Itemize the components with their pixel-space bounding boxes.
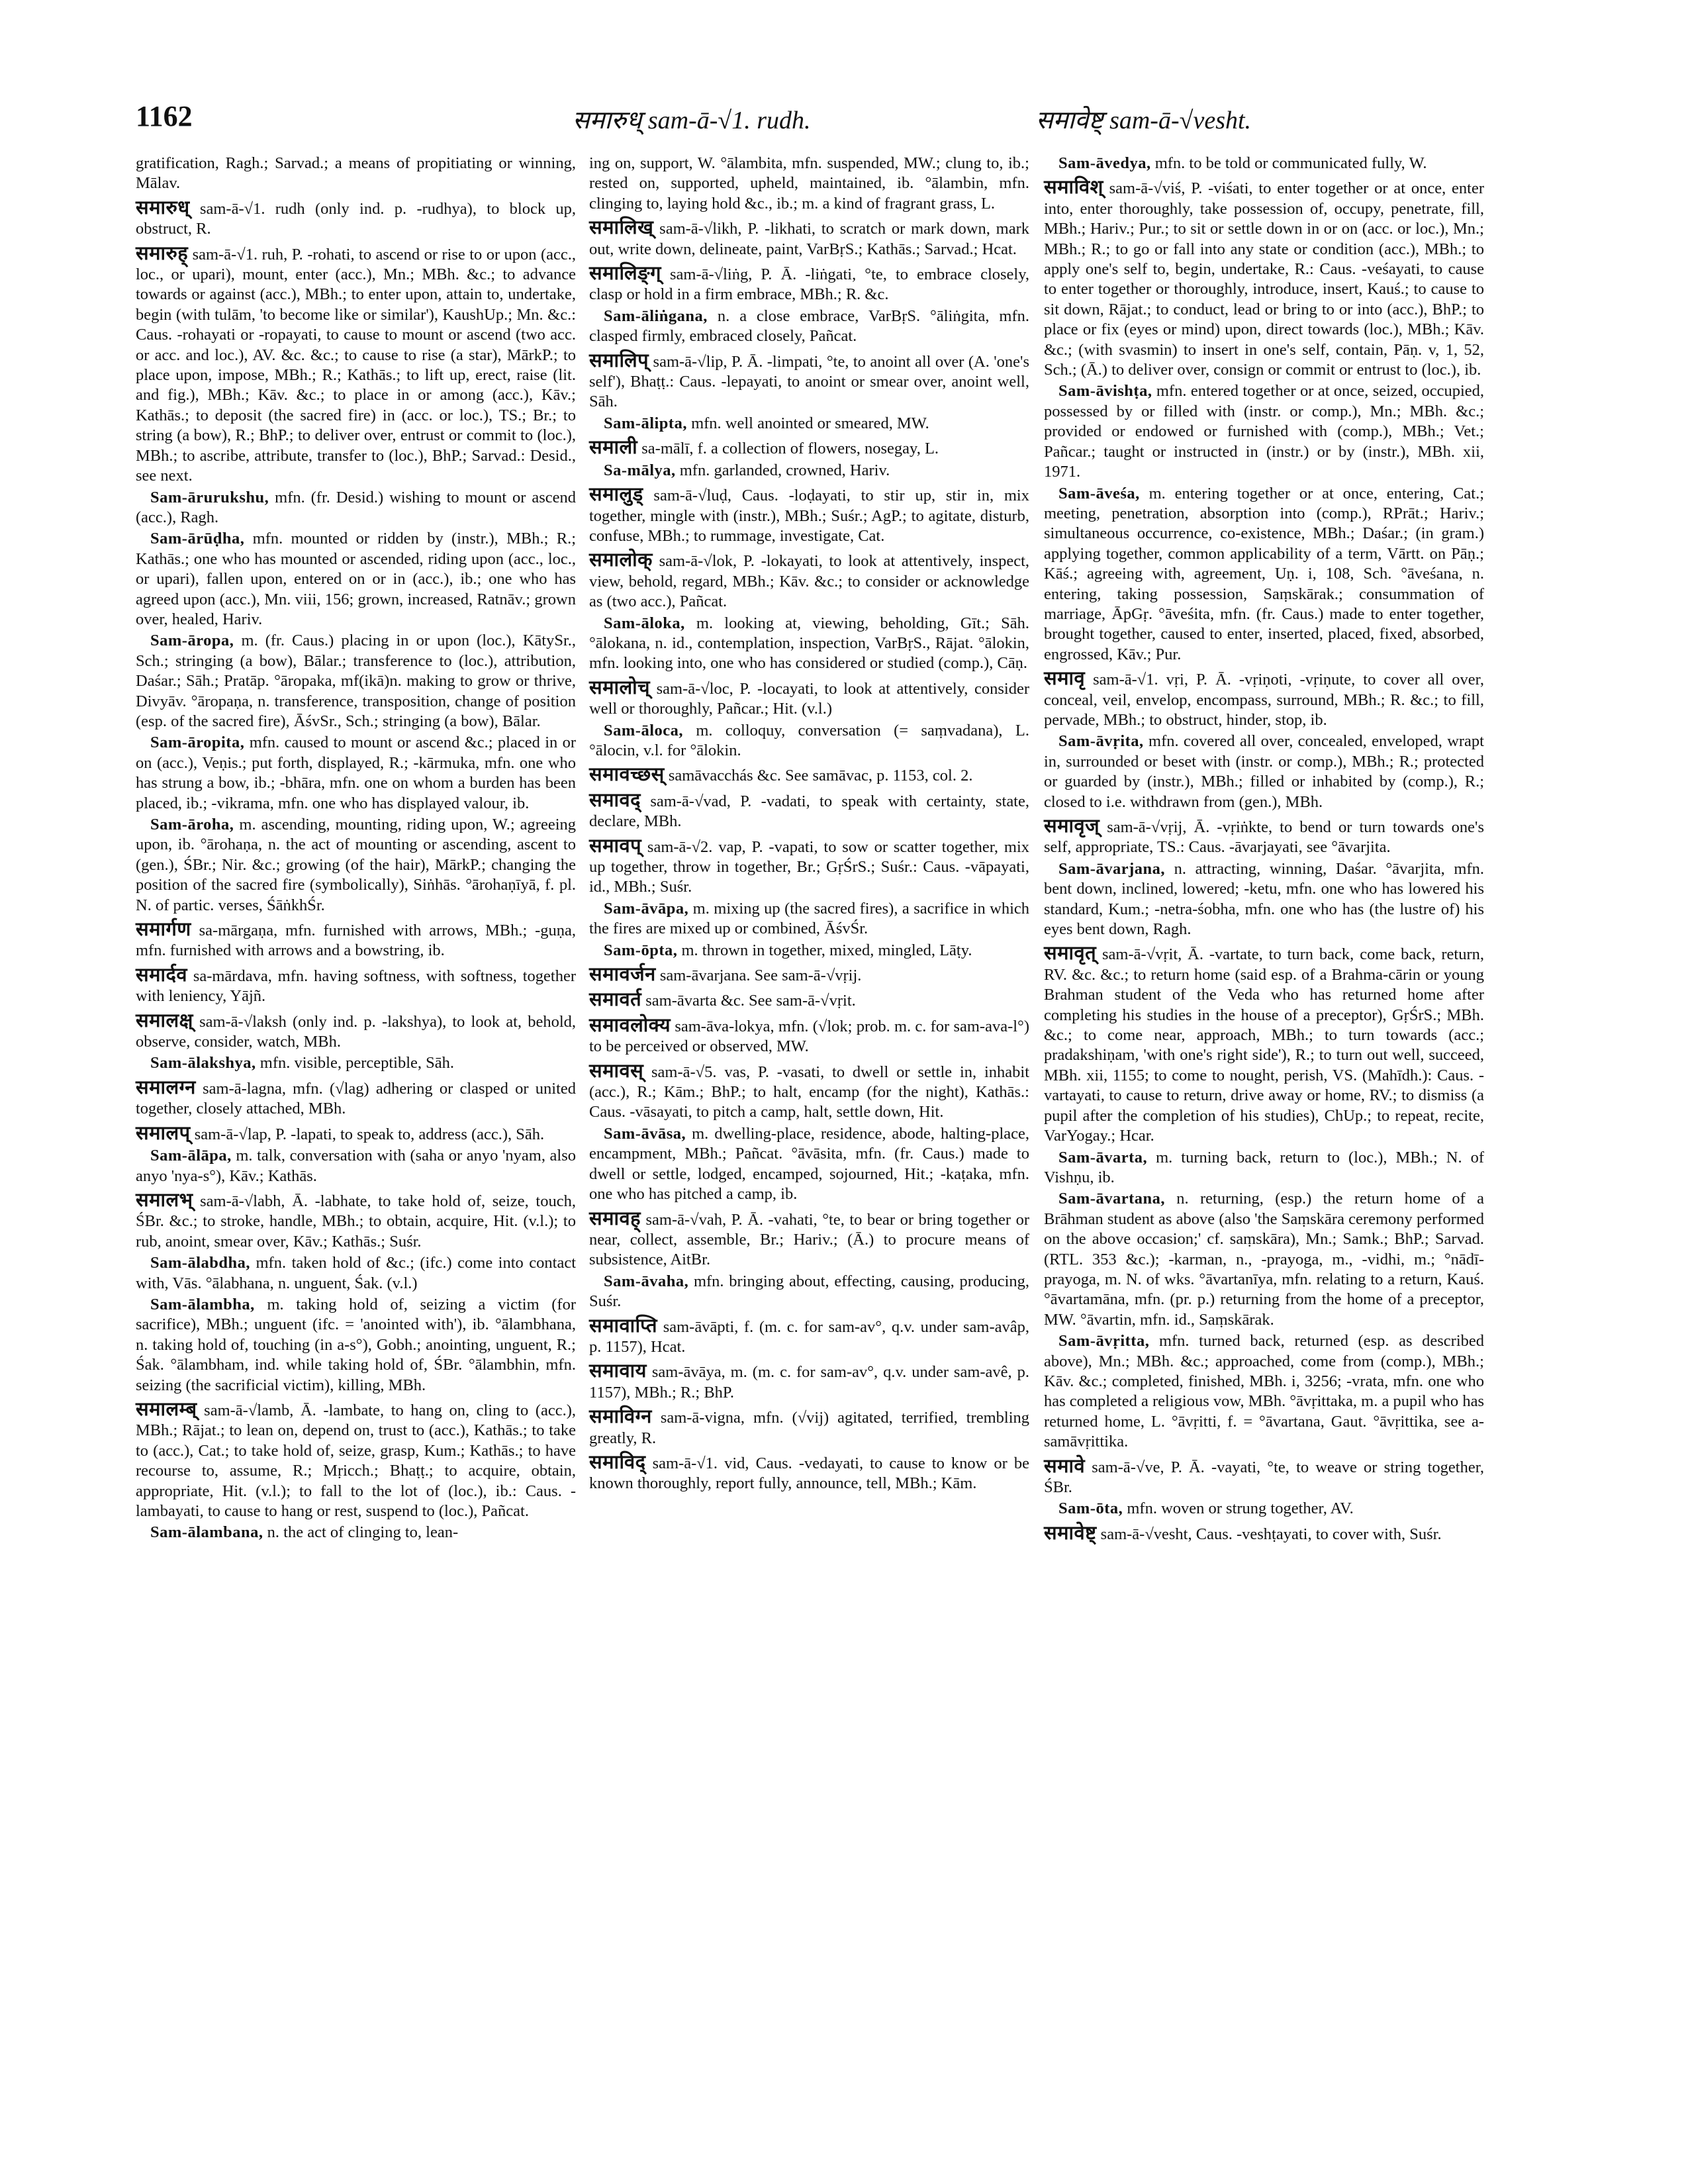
entry-text: sam-āvāpti, f. (m. c. for sam-av°, q.v. under sam-avâp, p. 1157), Hcat. bbox=[589, 1317, 1030, 1356]
dictionary-entry bbox=[589, 218, 1029, 260]
entry-headword: Sam-ōta, bbox=[1058, 1499, 1123, 1518]
entry-text: sam-ā-√loc, P. -locayati, to look at attentively, consider well or thoroughly, Pañcar.; Hit. (v.l.) bbox=[589, 679, 1029, 718]
dictionary-entry bbox=[589, 790, 1029, 832]
entry-headword: Sam-āvṛitta, bbox=[1058, 1332, 1150, 1351]
entry-headword: Sam-ālabdha, bbox=[150, 1254, 251, 1272]
dictionary-entry bbox=[589, 485, 1029, 546]
entry-headword: समाविद् bbox=[589, 1451, 646, 1473]
entry-text: m. dwelling-place, residence, abode, halting-place, encampment, MBh.; Pañcat. °āvāsita, mfn. (fr. Caus.) made to dwell or settle, lodged, encamped, sojourned, Hit.; -kaṭaka, mfn. one who has pitched a camp, ib. bbox=[589, 1124, 1029, 1204]
entry-text: n. a close embrace, VarBṛS. °āliṅgita, mfn. clasped firmly, embraced closely, Pañcat. bbox=[589, 307, 1029, 346]
entry-headword: Sa-mālya, bbox=[604, 461, 676, 479]
dictionary-entry bbox=[589, 1452, 1029, 1494]
dictionary-entry bbox=[589, 614, 1029, 674]
entry-text: m. talk, conversation with (saha or anyo 'nyam, also anyo 'nya-s°), Kāv.; Kathās. bbox=[136, 1147, 576, 1185]
dictionary-entry bbox=[589, 899, 1029, 939]
entry-text: mfn. bringing about, effecting, causing, producing, Suśr. bbox=[589, 1272, 1029, 1311]
entry-text: m. turning back, return to (loc.), MBh.; N. of Vishṇu, ib. bbox=[1044, 1148, 1484, 1186]
entry-headword: समालक्ष् bbox=[136, 1010, 193, 1031]
dictionary-entry bbox=[136, 733, 576, 814]
entry-headword: Sam-āloca, bbox=[604, 721, 683, 739]
entry-text: gratification, Ragh.; Sarvad.; a means of propitiating or winning, Mālav. bbox=[136, 154, 576, 193]
dictionary-entry bbox=[1044, 177, 1484, 380]
entry-headword: समालोक् bbox=[589, 549, 653, 571]
entry-headword: समावृ bbox=[1044, 668, 1086, 690]
entry-headword: समावे bbox=[1044, 1455, 1086, 1477]
entry-text: sam-ā-√vṛit, Ā. -vartate, to turn back, come back, return, RV. &c. &c.; to return home (said esp. of a Brahma-cārin or young Brahman student of the Veda who has returned home after completing his studies in the house of a preceptor), GṛŚrS.; MBh. &c.; to come near, approach, MBh.; to turn towards (acc.; pradakshiṇam, 'with one's right side'), R.; to turn out well, succeed, MBh. xii, 1155; to come to nought, perish, VS. (Mahīdh.): Caus. -vartayati, to cause to return, drive away or home, RV.; to dismiss (a pupil after the completion of his studies), ChUp.; to repeat, recite, VarYogay.; Hcar. bbox=[1044, 945, 1485, 1145]
dictionary-entry bbox=[589, 678, 1029, 720]
dictionary-entry bbox=[1044, 859, 1484, 940]
entry-text: sam-āvarta &c. See sam-ā-√vṛit. bbox=[645, 992, 856, 1010]
entry-headword: समावर्त bbox=[589, 989, 642, 1011]
entry-headword: समालग्न bbox=[136, 1076, 196, 1098]
entry-headword: Sam-āliṅgana, bbox=[604, 307, 708, 325]
dictionary-entry bbox=[589, 461, 1029, 481]
dictionary-entry bbox=[589, 307, 1029, 347]
dictionary-entry bbox=[136, 1053, 576, 1073]
dictionary-entry bbox=[589, 550, 1029, 612]
entry-headword: Sam-āvarta, bbox=[1058, 1148, 1148, 1166]
dictionary-entry bbox=[589, 438, 1029, 459]
column-3 bbox=[1044, 154, 1484, 1546]
dictionary-entry bbox=[1044, 381, 1484, 482]
entry-text: mfn. mounted or ridden by (instr.), MBh.; R.; Kathās.; one who has mounted or ascended, riding upon (acc., loc., or upari), fallen upon, entered on or in (acc.), ib.; one who has agreed upon (acc.), Mn. viii, 156; grown, increased, Ratnāv.; grown over, healed, Hariv. bbox=[136, 530, 576, 628]
entry-headword: समार्गण bbox=[136, 919, 191, 941]
dictionary-entry bbox=[1044, 943, 1484, 1146]
dictionary-entry bbox=[1044, 484, 1484, 665]
entry-text: sam-ā-√2. vap, P. -vapati, to sow or scatter together, mix up together, throw in together, Br.; GṛŚrS.; Suśr.: Caus. -vāpayati, id., MBh.; Suśr. bbox=[589, 837, 1030, 896]
entry-headword: Sam-ālambana, bbox=[150, 1523, 263, 1542]
entry-text: mfn. taken hold of &c.; (ifc.) come into contact with, Vās. °ālabhana, n. unguent, Śak. (v.l.) bbox=[136, 1254, 576, 1292]
entry-text: sam-ā-√luḍ, Caus. -loḍayati, to stir up, stir in, mix together, mingle with (instr.), MBh.; Suśr.; AgP.; to agitate, disturb, confuse, MBh.; to rummage, investigate, Cat. bbox=[589, 487, 1029, 545]
entry-headword: समारुध् bbox=[136, 197, 190, 218]
entry-headword: Sam-ōpta, bbox=[604, 941, 678, 959]
entry-text: sam-ā-lagna, mfn. (√lag) adhering or clasped or united together, closely attached, MBh. bbox=[136, 1079, 577, 1118]
entry-text: sam-ā-√vesht, Caus. -veshṭayati, to cover with, Suśr. bbox=[1100, 1525, 1442, 1543]
entry-headword: समावद् bbox=[589, 789, 641, 811]
entry-text: m. ascending, mounting, riding upon, W.; agreeing upon, ib. °ārohaṇa, n. the act of mounting or ascending, ascent to (gen.), ŚBr.; Nir. &c.; growing (of the hair), MārkP.; changing the position of the sacred fire (symbolically), Siṅhās. °ārohaṇīyā, f. pl. N. of partic. verses, ŚāṅkhŚr. bbox=[136, 816, 577, 914]
entry-headword: समालिख् bbox=[589, 217, 654, 239]
entry-text: m. thrown in together, mixed, mingled, Lāṭy. bbox=[681, 941, 972, 959]
entry-headword: समावस् bbox=[589, 1060, 644, 1082]
entry-headword: समाविश् bbox=[1044, 177, 1103, 199]
entry-headword: समावृज् bbox=[1044, 816, 1100, 837]
dictionary-entry bbox=[136, 1295, 576, 1396]
dictionary-entry bbox=[1044, 1499, 1484, 1519]
entry-text: sam-ā-√1. vṛi, P. Ā. -vṛiṇoti, -vṛiṇute, to cover all over, conceal, veil, envelop, encompass, surround, MBh.; R. &c.; to fill, pervade, MBh.; to obstruct, hinder, stop, ib. bbox=[1044, 671, 1484, 729]
entry-text: mfn. entered together or at once, seized, occupied, possessed by or filled with (instr. or comp.), Mn.; MBh. &c.; provided or endowed or furnished with (comp.), MBh.; Vet.; Pañcar.; taught or instructed in (instr.) or by (instr.), MBh. xii, 1971. bbox=[1044, 382, 1484, 481]
entry-text: sam-ā-√likh, P. -likhati, to scratch or mark down, mark out, write down, delineate, paint, VarBṛS.; Kathās.; Sarvad.; Hcat. bbox=[589, 220, 1029, 258]
entry-text: sa-mālī, f. a collection of flowers, nosegay, L. bbox=[641, 440, 939, 458]
dictionary-entry bbox=[1044, 1523, 1484, 1544]
page-header bbox=[136, 99, 1559, 146]
entry-headword: समावह् bbox=[589, 1208, 641, 1229]
entry-text: sam-ā-√1. vid, Caus. -vedayati, to cause to know or be known thoroughly, report fully, announce, tell, MBh.; Kām. bbox=[589, 1454, 1029, 1493]
dictionary-entry bbox=[136, 1190, 576, 1252]
dictionary-entry bbox=[136, 631, 576, 732]
entry-headword: समाली bbox=[589, 437, 638, 459]
dictionary-entry bbox=[589, 1316, 1029, 1358]
entry-headword: Sam-ārūḍha, bbox=[150, 530, 245, 548]
entry-headword: समावाय bbox=[589, 1360, 647, 1382]
dictionary-entry bbox=[136, 198, 576, 240]
entry-headword: समावप् bbox=[589, 835, 642, 857]
entry-text: m. colloquy, conversation (= saṃvadana), L. °ālocin, v.l. for °ālokin. bbox=[589, 721, 1030, 759]
entry-headword: समारुह् bbox=[136, 242, 189, 264]
entry-headword: समावलोक्य bbox=[589, 1014, 671, 1036]
entry-headword: Sam-āropa, bbox=[150, 632, 234, 650]
dictionary-entry bbox=[136, 1146, 576, 1186]
entry-text: n. the act of clinging to, lean- bbox=[267, 1523, 459, 1542]
dictionary-entry bbox=[136, 920, 576, 961]
entry-text: mfn. garlanded, crowned, Hariv. bbox=[679, 461, 890, 479]
entry-text: sam-ā-√vah, P. Ā. -vahati, °te, to bear or bring together or near, collect, assemble, Br.; Hariv.; (Ā.) to procure means of subsistence, AitBr. bbox=[589, 1210, 1029, 1269]
entry-headword: Sam-āvaha, bbox=[604, 1272, 689, 1290]
dictionary-entry bbox=[136, 154, 576, 194]
dictionary-entry bbox=[136, 529, 576, 630]
entry-headword: समावेष्ट् bbox=[1044, 1522, 1097, 1544]
entry-text: m. taking hold of, seizing a victim (for sacrifice), MBh.; unguent (ifc. = 'anointed with'), ib. °ālambhana, n. taking hold of, touching (in a-s°), Gobh.; anointing, unguent, R.; Śak. °ālambham, ind. while taking hold of, ŚBr. °ālambhin, mfn. seizing (the sacrificial victim), killing, MBh. bbox=[136, 1295, 577, 1394]
entry-headword: Sam-āvartana, bbox=[1058, 1190, 1165, 1208]
dictionary-entry bbox=[589, 154, 1029, 214]
entry-text: mfn. well anointed or smeared, MW. bbox=[691, 414, 929, 432]
dictionary-entry bbox=[1044, 816, 1484, 858]
entry-text: sam-ā-√1. ruh, P. -rohati, to ascend or rise to or upon (acc., loc., or upari), mount, enter (acc.), Mn.; MBh. &c.; to advance towards or against (acc.), MBh.; to enter upon, attain to, undertake, begin (with tulām, 'to become like or similar'), KaushUp.; Mn. &c.: Caus. -rohayati or -ropayati, to cause to mount or ascend (two acc. or acc. and loc.), AV. &c. &c.; to cause to rise (a star), MārkP.; to place upon, impose, MBh.; R.; Kathās.; to lift up, erect, raise (lit. and fig.), MBh.; Kāv. &c.; to place in or among (acc.), Kāv.; Kathās.; to deposit (the sacred fire) in (acc. or loc.), TS.; Br.; to string (a bow), R.; BhP.; to deliver over, entrust or commit to (loc.), MBh.; to ascribe, attribute, transfer to (loc.), BhP.; Sarvad.: Desid., see next. bbox=[136, 245, 576, 485]
entry-text: sam-ā-√lok, P. -lokayati, to look at attentively, inspect, view, behold, regard, MBh.; Kāv. &c.; to consider or acknowledge as (two acc.), Pañcat. bbox=[589, 552, 1030, 611]
entry-headword: Sam-āvarjana, bbox=[1058, 859, 1165, 878]
dictionary-entry bbox=[589, 1124, 1029, 1205]
entry-text: sam-āvāya, m. (m. c. for sam-av°, q.v. under sam-avê, p. 1157), MBh.; R.; BhP. bbox=[589, 1363, 1029, 1401]
entry-headword: समावाप्ति bbox=[589, 1315, 658, 1337]
dictionary-entry bbox=[589, 1407, 1029, 1448]
entry-text: sam-ā-√ve, P. Ā. -vayati, °te, to weave or string together, ŚBr. bbox=[1044, 1458, 1484, 1496]
dictionary-entry bbox=[589, 263, 1029, 305]
dictionary-entry bbox=[136, 1523, 576, 1543]
column-2 bbox=[589, 154, 1029, 1496]
entry-text: m. looking at, viewing, beholding, Gīt.; Sāh. °ālokana, n. id., contemplation, inspection, VarBṛS., Rājat. °ālokin, mfn. looking into, one who has considered or studied (comp.), Cāṇ. bbox=[589, 614, 1029, 673]
entry-headword: Sam-āropita, bbox=[150, 734, 245, 752]
dictionary-entry bbox=[136, 1400, 576, 1521]
entry-text: sa-mārdava, mfn. having softness, with softness, together with leniency, Yājñ. bbox=[136, 967, 576, 1006]
entry-headword: Sam-āvishṭa, bbox=[1058, 382, 1152, 401]
dictionary-entry bbox=[136, 244, 576, 487]
entry-headword: समालिप् bbox=[589, 350, 649, 371]
entry-text: mfn. to be told or communicated fully, W. bbox=[1154, 154, 1427, 172]
entry-text: sam-āvarjana. See sam-ā-√vṛij. bbox=[659, 967, 862, 985]
dictionary-entry bbox=[589, 836, 1029, 898]
dictionary-entry bbox=[1044, 669, 1484, 730]
entry-text: sam-ā-√vad, P. -vadati, to speak with certainty, state, declare, MBh. bbox=[589, 792, 1029, 831]
dictionary-entry bbox=[1044, 154, 1484, 173]
entry-headword: Sam-āvṛita, bbox=[1058, 732, 1144, 751]
entry-headword: समालिङ्ग् bbox=[589, 263, 661, 285]
entry-headword: Sam-ālāpa, bbox=[150, 1147, 232, 1165]
entry-headword: Sam-āveśa, bbox=[1058, 484, 1140, 502]
dictionary-entry bbox=[589, 1209, 1029, 1270]
entry-text: sam-ā-√viś, P. -viśati, to enter together or at once, enter into, enter thoroughly, take possession of, occupy, penetrate, fill, MBh.; Hariv.; Pur.; to sit or settle down in or on (acc. or loc.), Mn.; MBh.; R.; to go or fall into any state or condition (acc.), MBh.; to apply one's self to, begin, undertake, R.: Caus. -veśayati, to cause to enter together or thoroughly, introduce, insert, Kauś.; to cause to sit down, Rājat.; to conduct, lead or bring to or into (acc.), BhP.; to place or fix (eyes or mind) upon, direct towards (loc.), MBh.; Kāv. &c.; (with svasmin) to insert in one's self, contain, Pāṇ. v, 1, 52, Sch.; (Ā.) to deliver over, consign or commit or entrust to (loc.), ib. bbox=[1044, 179, 1485, 379]
dictionary-entry bbox=[589, 414, 1029, 434]
entry-headword: समालम्ब् bbox=[136, 1398, 197, 1420]
entry-headword: Sam-āvāsa, bbox=[604, 1124, 686, 1143]
entry-text: mfn. woven or strung together, AV. bbox=[1127, 1499, 1354, 1518]
dictionary-entry bbox=[589, 1016, 1029, 1057]
dictionary-entry bbox=[1044, 1331, 1484, 1452]
dictionary-entry bbox=[589, 765, 1029, 786]
entry-headword: Sam-āloka, bbox=[604, 614, 685, 632]
entry-text: mfn. turned back, returned (esp. as described above), Mn.; MBh. &c.; approached, come from (comp.), MBh.; Kāv. &c.; completed, finished, MBh. i, 3256; -vrata, mfn. one who has completed a religious vow, MBh. °āvṛittaka, m. a pupil who has returned home, L. °āvṛitti, f. = °āvartana, Gaut. °āvṛittika, see a-samāvṛittika. bbox=[1044, 1332, 1484, 1451]
dictionary-entry bbox=[589, 351, 1029, 412]
entry-text: sam-ā-√liṅg, P. Ā. -liṅgati, °te, to embrace closely, clasp or hold in a firm embrace, MBh.; R. &c. bbox=[589, 265, 1030, 304]
entry-text: m. mixing up (the sacred fires), a sacrifice in which the fires are mixed up or combined, ĀśvŚr. bbox=[589, 899, 1030, 938]
entry-text: m. entering together or at once, entering, Cat.; meeting, penetration, absorption into (comp.), RPrāt.; Hariv.; simultaneous occurrence, co-existence, MBh.; Daśar.; (in gram.) applying together, common applicability of a term, Vārtt. on Pāṇ.; Kāś.; agreeing with, agreement, Uṇ. i, 108, Sch. °āveśana, n. entering, taking possession, Saṃskārak.; consummation of marriage, ĀpGṛ. °āveśita, mfn. (fr. Caus.) made to enter together, brought together, caused to enter, inserted, placed, fixed, absorbed, engrossed, Kāv.; Pur. bbox=[1044, 484, 1484, 663]
dictionary-entry bbox=[136, 1123, 576, 1145]
entry-text: sam-ā-√5. vas, P. -vasati, to dwell or settle in, inhabit (acc.), R.; Kām.; BhP.; to halt, encamp (for the night), Kathās.: Caus. -vāsayati, to pitch a camp, halt, settle down, Hit. bbox=[589, 1063, 1029, 1121]
entry-headword: Sam-āroha, bbox=[150, 816, 234, 833]
entry-text: mfn. covered all over, concealed, enveloped, wrapt in, surrounded or beset with (instr. or comp.), MBh.; R.; protected or guarded by (instr.), MBh.; filled or inhabited by (comp.), R.; closed to i.e. withdrawn from (gen.), MBh. bbox=[1044, 732, 1484, 811]
entry-headword: Sam-ārurukshu, bbox=[150, 488, 269, 506]
entry-text: sam-ā-√lamb, Ā. -lambate, to hang on, cling to (acc.), MBh.; Rājat.; to lean on, depend on, trust to (acc.), Kathās.; to take to (acc.), Cat.; to take hold of, seize, grasp, Kum.; Kathās.; to have recourse to, assume, R.; Mṛicch.; Bhaṭṭ.; to acquire, obtain, appropriate, Hit. (v.l.); to fall to the lot of (loc.), ib.: Caus. -lambayati, to cause to hang or rest, suspend to (loc.), Pañcat. bbox=[136, 1401, 577, 1520]
dictionary-entry bbox=[589, 1061, 1029, 1123]
page-number: 1162 bbox=[136, 100, 193, 132]
entry-text: ing on, support, W. °ālambita, mfn. suspended, MW.; clung to, ib.; rested on, supported, upheld, maintained, ib. °ālambin, mfn. clinging to, laying hold &c., ib.; m. a kind of fragrant grass, L. bbox=[589, 154, 1029, 213]
dictionary-entry bbox=[1044, 1456, 1484, 1498]
entry-text: sam-ā-√vṛij, Ā. -vṛiṅkte, to bend or turn towards one's self, appropriate, TS.: Caus. -āvarjayati, see °āvarjita. bbox=[1044, 818, 1484, 857]
entry-text: sa-mārgaṇa, mfn. furnished with arrows, MBh.; -guṇa, mfn. furnished with arrows and a bowstring, ib. bbox=[136, 922, 577, 960]
entry-headword: समार्दव bbox=[136, 964, 187, 986]
dictionary-entry bbox=[1044, 1148, 1484, 1188]
entry-text: sam-ā-√lap, P. -lapati, to speak to, address (acc.), Sāh. bbox=[194, 1125, 545, 1143]
dictionary-entry bbox=[1044, 1189, 1484, 1330]
entry-headword: समालोच् bbox=[589, 677, 651, 698]
entry-text: samāvacchás &c. See samāvac, p. 1153, col. 2. bbox=[668, 767, 973, 785]
entry-headword: Sam-ālambha, bbox=[150, 1295, 255, 1313]
dictionary-entry bbox=[589, 965, 1029, 986]
entry-headword: Sam-ālipta, bbox=[604, 414, 687, 432]
entry-text: mfn. (fr. Desid.) wishing to mount or ascend (acc.), Ragh. bbox=[136, 488, 576, 526]
dictionary-entry bbox=[589, 1361, 1029, 1403]
entry-text: sam-ā-vigna, mfn. (√vij) agitated, terrified, trembling greatly, R. bbox=[589, 1409, 1029, 1447]
dictionary-entry bbox=[136, 965, 576, 1007]
entry-headword: समालप् bbox=[136, 1122, 191, 1144]
dictionary-entry bbox=[589, 941, 1029, 961]
running-head-left: समारुध् sam-ā-√1. rudh. bbox=[573, 107, 811, 134]
dictionary-entry bbox=[589, 990, 1029, 1011]
dictionary-entry bbox=[589, 721, 1029, 761]
entry-headword: Sam-āvedya, bbox=[1058, 154, 1151, 172]
entry-text: sam-ā-√1. rudh (only ind. p. -rudhya), to block up, obstruct, R. bbox=[136, 199, 577, 238]
dictionary-entry bbox=[136, 1078, 576, 1119]
entry-headword: समालभ् bbox=[136, 1189, 193, 1211]
entry-headword: Sam-ālakshya, bbox=[150, 1054, 256, 1072]
entry-text: m. (fr. Caus.) placing in or upon (loc.), KātySr., Sch.; stringing (a bow), Bālar.; transference to (loc.), attribution, Daśar.; Sāh.; Pratāp. °āropaka, mf(ikā)n. making to grow or thrive, Divyāv. °āropaṇa, n. transference, transposition, change of position (esp. of the sacred fire), ĀśvSr., Sch.; stringing (a bow), Bālar. bbox=[136, 632, 576, 730]
entry-text: mfn. visible, perceptible, Sāh. bbox=[259, 1054, 455, 1072]
entry-headword: समाविग्न bbox=[589, 1406, 652, 1428]
entry-text: n. attracting, winning, Daśar. °āvarjita, mfn. bent down, inclined, lowered; -ketu, mfn. one who has lowered his standard, Kum.; -netra-śobha, mfn. one who has (the lustre of) his eyes bent down, Ragh. bbox=[1044, 859, 1484, 939]
entry-headword: Sam-āvāpa, bbox=[604, 899, 689, 918]
dictionary-entry bbox=[136, 815, 576, 916]
entry-headword: समावच्छस् bbox=[589, 764, 665, 786]
entry-text: mfn. caused to mount or ascend &c.; placed in or on (acc.), Veṇis.; put forth, displayed, R.; -kārmuka, mfn. one who has strung a bow, ib.; -bhāra, mfn. one on whom a burden has been placed, ib.; -vikrama, mfn. one who has displayed valour, ib. bbox=[136, 734, 576, 812]
dictionary-entry bbox=[136, 1011, 576, 1053]
entry-headword: समावर्जन bbox=[589, 964, 656, 986]
dictionary-entry bbox=[136, 1253, 576, 1294]
running-head-right: समावेष्ट् sam-ā-√vesht. bbox=[1036, 107, 1252, 134]
dictionary-entry bbox=[1044, 732, 1484, 812]
entry-headword: समालुड् bbox=[589, 484, 643, 506]
entry-text: sam-ā-√labh, Ā. -labhate, to take hold of, seize, touch, ŚBr. &c.; to stroke, handle, MBh.; to obtain, acquire, Hit. (v.l.); to rub, anoint, smear over, Kāv.; Kathās.; Suśr. bbox=[136, 1192, 576, 1251]
entry-text: sam-ā-√lip, P. Ā. -limpati, °te, to anoint all over (A. 'one's self'), Bhaṭṭ.: Caus. -lepayati, to anoint or smear over, anoint well, Sāh. bbox=[589, 352, 1029, 411]
dictionary-entry bbox=[589, 1272, 1029, 1312]
column-1 bbox=[136, 154, 576, 1544]
dictionary-entry bbox=[136, 488, 576, 528]
entry-text: sam-āva-lokya, mfn. (√lok; prob. m. c. for sam-ava-l°) to be perceived or observed, MW. bbox=[589, 1017, 1029, 1056]
entry-text: sam-ā-√laksh (only ind. p. -lakshya), to look at, behold, observe, consider, watch, MBh. bbox=[136, 1012, 576, 1051]
entry-text: n. returning, (esp.) the return home of a Brāhman student as above (also 'the Saṃskāra ceremony performed on the above occasion;' cf. saṃskāra), Mn.; Samk.; BhP.; Sarvad. (RTL. 353 &c.); -karman, n., -prayoga, m., -vidhi, m.; °nādī-prayoga, m. N. of wks. °āvartanīya, mfn. relating to a return, Kauś. °āvartamāna, mfn. (pr. p.) returning from the home of a preceptor, MW. °āvartin, mfn. id., Saṃskārak. bbox=[1044, 1190, 1484, 1329]
entry-headword: समावृत् bbox=[1044, 943, 1097, 965]
